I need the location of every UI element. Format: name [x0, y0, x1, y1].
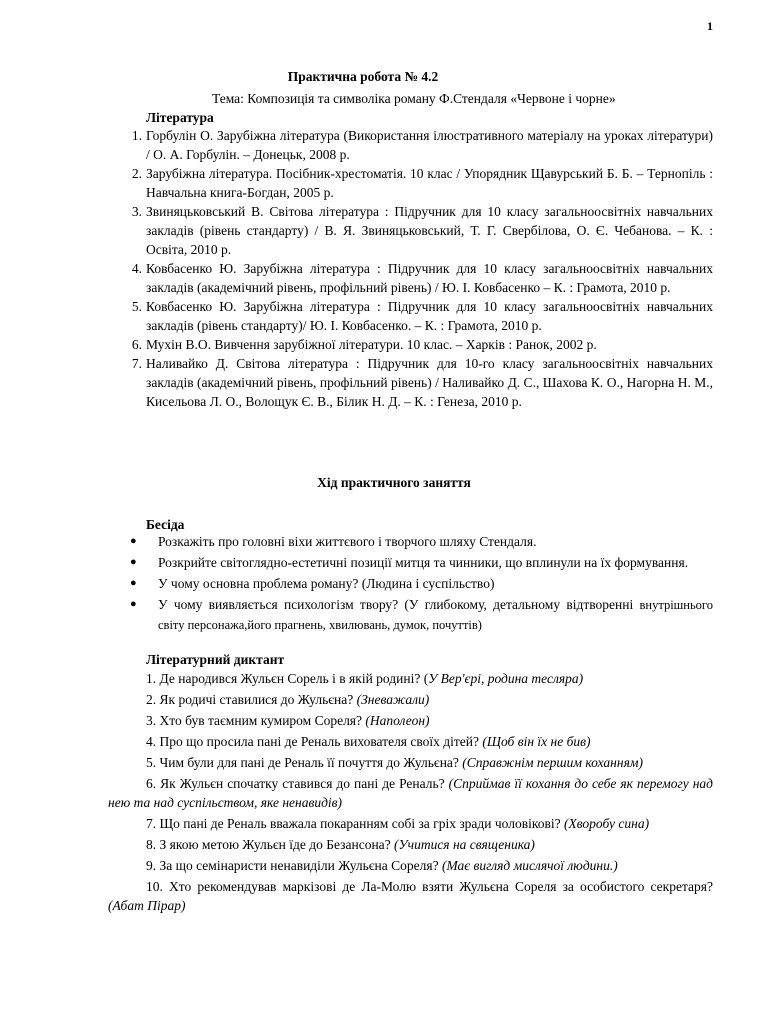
- dictation-list: [108, 669, 713, 917]
- dictation-item: [108, 732, 713, 751]
- question: 8. З якою метою Жульєн їде до Безансона?: [146, 837, 395, 852]
- list-item: [118, 202, 713, 259]
- answer: (Справжнім першим коханням): [462, 755, 643, 770]
- question: 10. Хто рекомендував маркізові де Ла-Молю взяти Жульєна Сореля за особистого секретаря?: [146, 879, 713, 894]
- bullet-icon: ●: [130, 577, 137, 589]
- list-item: [118, 354, 713, 411]
- answer: (Абат Пірар): [108, 898, 186, 913]
- item-text: Ковбасенко Ю. Зарубіжна література : Підручник для 10 класу загальноосвітніх навчальних закладів (рівень стандарту)/ Ю. І. Ковбасенко. – К. : Грамота, 2010 р.: [146, 299, 713, 333]
- item-number: 5.: [131, 299, 142, 314]
- dictation-heading: Літературний диктант: [146, 652, 285, 667]
- list-item: [118, 259, 713, 297]
- literature-list: [118, 126, 713, 411]
- item-text-wrapper: [158, 595, 713, 635]
- dictation-item: [108, 835, 713, 854]
- list-item: [128, 595, 713, 635]
- question: 3. Хто був таємним кумиром Сореля?: [146, 713, 366, 728]
- item-text: Ковбасенко Ю. Зарубіжна література : Підручник для 10 класу загальноосвітніх навчальних закладів (академічний рівень, профільний рівень) / Ю. І. Ковбасенко – К. : Грамота, 2010 р.: [146, 261, 713, 295]
- item-text: Мухін В.О. Вивчення зарубіжної літератури. 10 клас. – Харків : Ранок, 2002 р.: [146, 337, 597, 352]
- talk-list: [128, 532, 713, 637]
- bullet-icon: ●: [130, 535, 137, 547]
- question: 7. Що пані де Реналь вважала покаранням собі за гріх зради чоловікові?: [146, 816, 564, 831]
- dictation-item: [108, 753, 713, 772]
- talk-heading: Бесіда: [146, 517, 185, 532]
- item-number: 4.: [131, 261, 142, 276]
- question: 1. Де народився Жульєн Сорель і в якій родині? (: [146, 671, 429, 686]
- item-number: 6.: [131, 337, 142, 352]
- literature-heading: Література: [146, 110, 214, 125]
- item-number: 7.: [131, 356, 142, 371]
- item-text: Розкажіть про головні віхи життєвого і творчого шляху Стендаля.: [158, 534, 537, 549]
- item-note: внутрішнього світу персонажа,його прагнень, хвилювань, думок, почуттів): [158, 598, 713, 632]
- dictation-item: [108, 774, 713, 812]
- item-number: 1.: [131, 128, 142, 143]
- list-item: [118, 164, 713, 202]
- item-number: 2.: [131, 166, 142, 181]
- course-heading: Хід практичного заняття: [317, 475, 471, 490]
- item-text: У чому основна проблема роману? (Людина і суспільство): [158, 576, 495, 591]
- item-text: У чому виявляється психологізм твору? (У глибокому, детальному відтворенні: [158, 597, 640, 612]
- item-text: Горбулін О. Зарубіжна література (Використання ілюстративного матеріалу на уроках літератури) / О. А. Горбулін. – Донецьк, 2008 р.: [146, 128, 713, 162]
- question: 5. Чим були для пані де Реналь її почуття до Жульєна?: [146, 755, 463, 770]
- question: 2. Як родичі ставилися до Жульєна?: [146, 692, 357, 707]
- bullet-icon: ●: [130, 556, 137, 568]
- dictation-item: [108, 669, 713, 688]
- list-item: [118, 126, 713, 164]
- list-item: [118, 335, 713, 354]
- list-item: [118, 297, 713, 335]
- answer: (Сприймав її кохання до себе як перемогу над нею та над суспільством, яке ненавидів): [108, 776, 713, 810]
- bullet-icon: ●: [130, 598, 137, 610]
- answer: (Має вигляд мислячої людини.): [441, 858, 618, 873]
- document-title: Практична робота № 4.2: [287, 69, 439, 84]
- list-item: [128, 532, 713, 551]
- item-number: 3.: [131, 204, 142, 219]
- item-text: Звиняцьковський В. Світова література : Підручник для 10 класу загальноосвітніх навчальних закладів (рівень стандарту) / В. Я. Звиняцьковський, Т. Г. Свербілова, О. Є. Чебанова. – К. : Освіта, 2010 р.: [146, 204, 713, 257]
- dictation-item: [108, 814, 713, 833]
- page-number: 1: [707, 19, 713, 33]
- question: 6. Як Жульєн спочатку ставився до пані де Реналь?: [146, 776, 449, 791]
- answer: (Наполеон): [365, 713, 430, 728]
- question: 9. За що семінаристи ненавиділи Жульєна Сореля?: [146, 858, 442, 873]
- list-item: [128, 553, 713, 572]
- dictation-item: [108, 877, 713, 915]
- answer: (Зневажали): [356, 692, 430, 707]
- question: 4. Про що просила пані де Реналь вихователя своїх дітей?: [146, 734, 483, 749]
- answer: (Учитися на священика): [394, 837, 535, 852]
- item-text: Розкрийте світоглядно-естетичні позиції митця та чинники, що вплинули на їх формування.: [158, 555, 689, 570]
- dictation-item: [108, 690, 713, 709]
- topic-line: Тема: Композиція та символіка роману Ф.Стендаля «Червоне і чорне»: [212, 91, 616, 106]
- answer: (Щоб він їх не бив): [482, 734, 591, 749]
- answer: У Вер'єрі, родина тесляра): [428, 671, 584, 686]
- dictation-item: [108, 711, 713, 730]
- dictation-item: [108, 856, 713, 875]
- item-text: Наливайко Д. Світова література : Підручник для 10-го класу загальноосвітніх навчальних закладів (академічний рівень, профільний рівень) / Наливайко Д. С., Шахова К. О., Нагорна Н. М., Кисельова Л. О., Волощук Є. В., Білик Н. Д. – К. : Генеза, 2010 р.: [146, 356, 713, 409]
- item-text: Зарубіжна література. Посібник-хрестоматія. 10 клас / Упорядник Щавурський Б. Б. – Тернопіль : Навчальна книга-Богдан, 2005 р.: [146, 166, 713, 200]
- list-item: [128, 574, 713, 593]
- answer: (Хворобу сина): [563, 816, 650, 831]
